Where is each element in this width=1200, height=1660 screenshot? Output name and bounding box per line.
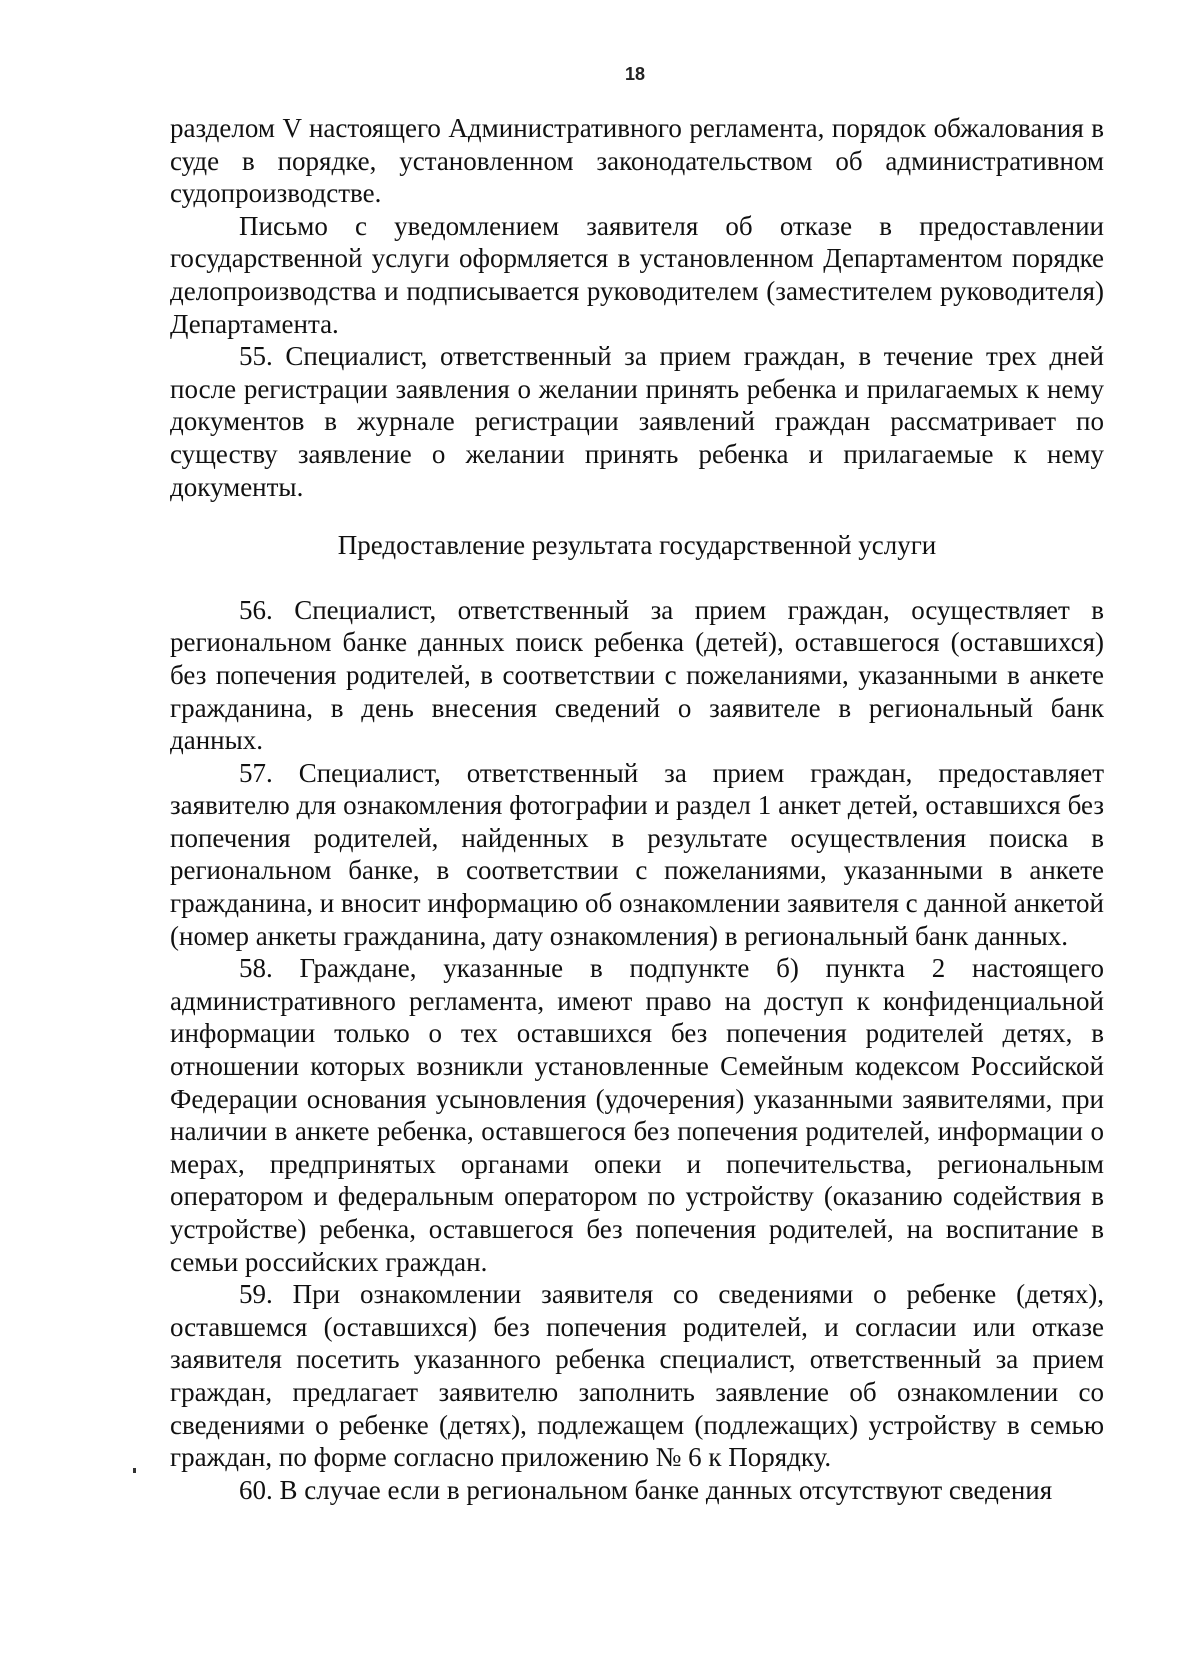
- section-heading: Предоставление результата государственной услуги: [337, 530, 937, 561]
- document-body: [170, 112, 1104, 1506]
- paragraph-57: 57. Специалист, ответственный за прием граждан, предоставляет заявителю для ознакомления фотографии и раздел 1 анкет детей, оставшихся без попечения родителей, найденных в результате осуществления поиска в региональном банке, в соответствии с пожеланиями, указанными в анкете гражданина, и вносит информацию об ознакомлении заявителя с данной анкетой (номер анкеты гражданина, дату ознакомления) в региональный банк данных.: [170, 757, 1104, 951]
- paragraph-59: 59. При ознакомлении заявителя со сведениями о ребенке (детях), оставшемся (оставшихся) без попечения родителей, и согласии или отказе заявителя посетить указанного ребенка специалист, ответственный за прием граждан, предлагает заявителю заполнить заявление об ознакомлении со сведениями о ребенке (детях), подлежащем (подлежащих) устройству в семью граждан, по форме согласно приложению № 6 к Порядку.: [170, 1279, 1104, 1473]
- paragraph-60: 60. В случае если в региональном банке данных отсутствуют сведения: [239, 1474, 1053, 1505]
- paragraph-58: 58. Граждане, указанные в подпункте б) пункта 2 настоящего административного регламента, имеют право на доступ к конфиденциальной информации только о тех оставшихся без попечения родителей детях, в отношении которых возникли установленные Семейным кодексом Российской Федерации основания усыновления (удочерения) указанными заявителями, при наличии в анкете ребенка, оставшегося без попечения родителей, информации о мерах, предпринятых органами опеки и попечительства, региональным оператором и федеральным оператором по устройству (оказанию содействия в устройстве) ребенка, оставшегося без попечения родителей, на воспитание в семьи российских граждан.: [170, 953, 1104, 1277]
- scan-speck: [133, 1468, 136, 1473]
- paragraph-56: 56. Специалист, ответственный за прием граждан, осуществляет в региональном банке данных поиск ребенка (детей), оставшегося (оставшихся) без попечения родителей, в соответствии с пожеланиями, указанными в анкете гражданина, в день внесения сведений о заявителе в региональный банк данных.: [170, 594, 1104, 756]
- paragraph-continuation: разделом V настоящего Административного регламента, порядок обжалования в суде в порядке, установленном законодательством об административном судопроизводстве.: [170, 113, 1104, 209]
- paragraph-55: 55. Специалист, ответственный за прием граждан, в течение трех дней после регистрации заявления о желании принять ребенка и прилагаемых к нему документов в журнале регистрации заявлений граждан рассматривает по существу заявление о желании принять ребенка и прилагаемые к нему документы.: [170, 341, 1104, 502]
- page-number: 18: [624, 64, 646, 84]
- paragraph-letter: Письмо с уведомлением заявителя об отказе в предоставлении государственной услуги оформляется в установленном Департаментом порядке делопроизводства и подписывается руководителем (заместителем руководителя) Департамента.: [170, 210, 1104, 339]
